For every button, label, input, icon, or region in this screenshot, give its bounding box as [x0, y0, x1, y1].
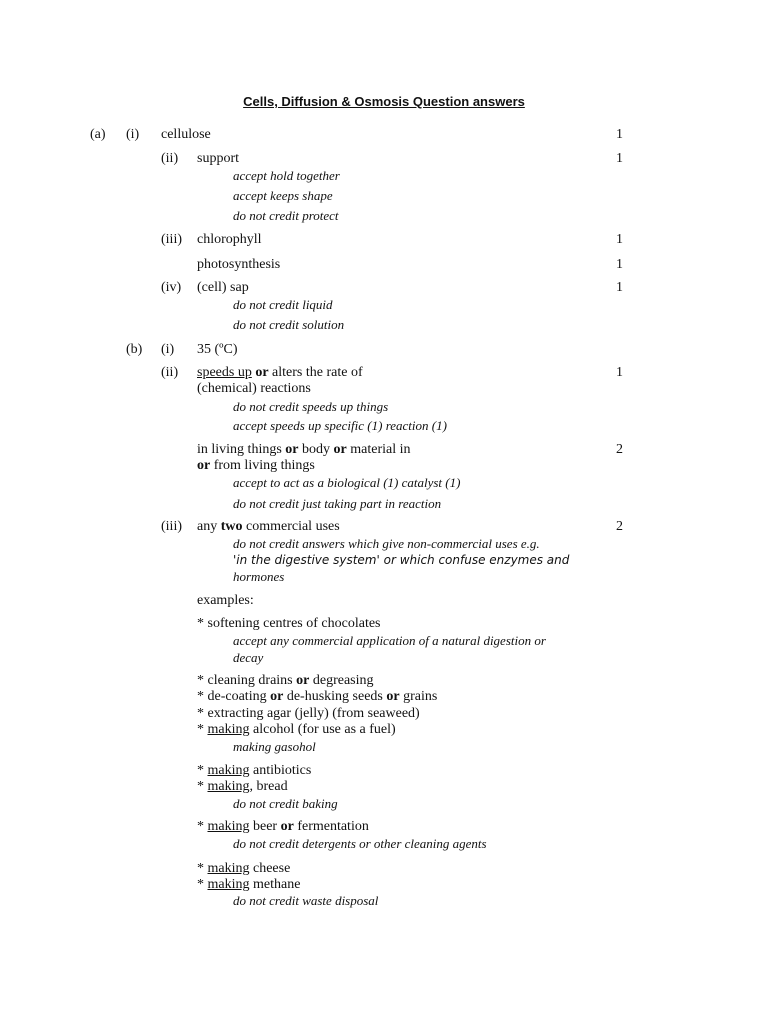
marking-note: accept speeds up specific (1) reaction (1)	[233, 418, 447, 433]
answer-line: (chemical) reactions	[197, 381, 311, 396]
marking-note: do not credit answers which give non-commercial uses e.g.	[233, 536, 540, 551]
marking-note: hormones	[233, 569, 285, 584]
subpart-i-label: (i)	[126, 127, 140, 142]
mark: 1	[616, 151, 623, 166]
example-item: * extracting agar (jelly) (from seaweed)	[197, 706, 420, 721]
answer-line: any two commercial uses	[197, 519, 340, 534]
mark: 1	[616, 365, 623, 380]
marking-note: accept hold together	[233, 168, 340, 183]
marking-note: do not credit liquid	[233, 297, 333, 312]
answer-text: support	[197, 151, 239, 166]
example-item: * making alcohol (for use as a fuel)	[197, 722, 396, 737]
marking-note: accept keeps shape	[233, 188, 333, 203]
marking-note: accept to act as a biological (1) catalyst (1)	[233, 475, 461, 490]
answer-text: cellulose	[161, 127, 211, 142]
marking-note: do not credit just taking part in reaction	[233, 496, 442, 511]
part-a-label: (a)	[90, 127, 106, 142]
marking-note: do not credit baking	[233, 796, 338, 811]
example-item: * making antibiotics	[197, 763, 312, 778]
example-item: * cleaning drains or degreasing	[197, 673, 374, 688]
part-b-label: (b)	[126, 342, 143, 357]
example-item: * softening centres of chocolates	[197, 616, 381, 631]
marking-note: 'in the digestive system' or which confuse enzymes and	[233, 553, 570, 567]
subpart-iv-label: (iv)	[161, 280, 182, 295]
subpart-ii-label: (ii)	[161, 151, 179, 166]
mark: 2	[616, 442, 623, 457]
mark: 1	[616, 280, 623, 295]
answer-text: chlorophyll	[197, 232, 262, 247]
mark: 1	[616, 232, 623, 247]
example-item: * making beer or fermentation	[197, 819, 369, 834]
subpart-iii-label: (iii)	[161, 232, 182, 247]
marking-note: making gasohol	[233, 739, 316, 754]
subpart-i-label: (i)	[161, 342, 175, 357]
answer-line: speeds up or alters the rate of	[197, 365, 363, 380]
marking-note: do not credit protect	[233, 208, 339, 223]
example-item: * making methane	[197, 877, 301, 892]
marking-note: do not credit detergents or other cleaning agents	[233, 836, 487, 851]
example-item: * making, bread	[197, 779, 288, 794]
document-title: Cells, Diffusion & Osmosis Question answers	[243, 94, 525, 109]
answer-text: (cell) sap	[197, 280, 249, 295]
mark: 1	[616, 127, 623, 142]
answer-text: 35 (ºC)	[197, 342, 238, 357]
marking-note: decay	[233, 650, 264, 665]
marking-note: do not credit waste disposal	[233, 893, 379, 908]
mark: 2	[616, 519, 623, 534]
answer-line: or from living things	[197, 458, 315, 473]
marking-note: do not credit speeds up things	[233, 399, 389, 414]
subpart-ii-label: (ii)	[161, 365, 179, 380]
marking-note: accept any commercial application of a natural digestion or	[233, 633, 546, 648]
example-item: * de-coating or de-husking seeds or grains	[197, 689, 438, 704]
subpart-iii-label: (iii)	[161, 519, 182, 534]
examples-heading: examples:	[197, 593, 254, 608]
answer-line: in living things or body or material in	[197, 442, 411, 457]
marking-note: do not credit solution	[233, 317, 345, 332]
example-item: * making cheese	[197, 861, 291, 876]
mark: 1	[616, 257, 623, 272]
answer-text: photosynthesis	[197, 257, 281, 272]
